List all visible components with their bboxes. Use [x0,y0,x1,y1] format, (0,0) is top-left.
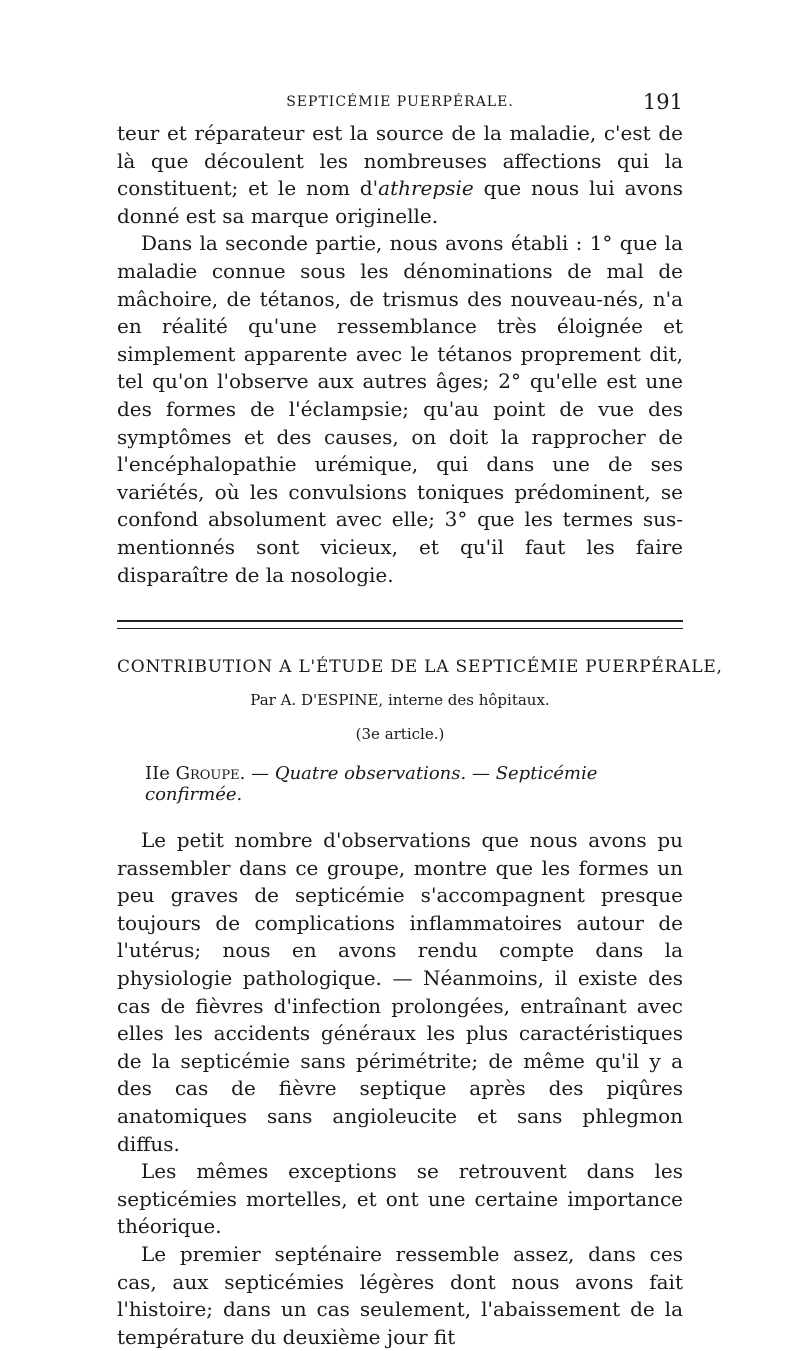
article-number: (3e article.) [355,725,445,744]
book-page [117,90,723,1351]
intro-text-after: que nous lui avons donné est sa marque originelle. [117,176,683,228]
intro-text-before: teur et réparateur est la source de la maladie, c'est de là que découlent les nombreuses affections qui la constituent; et le nom d' [117,121,683,201]
running-head [117,90,683,116]
group-heading [117,763,683,805]
group-dash-2: — [466,763,496,785]
running-title: SEPTICÉMIE PUERPÉRALE. [286,94,514,110]
group-dash-1: — [245,763,275,785]
intro-paragraph [117,120,683,230]
body-paragraph-2: Les mêmes exceptions se retrouvent dans les septicémies mortelles, et ont une certaine importance théorique. [117,1159,683,1239]
article-author: Par A. D'ESPINE, interne des hôpitaux. [250,691,550,710]
group-subtitle: Quatre observations. [274,763,467,785]
body-paragraph-3: Le premier septénaire ressemble assez, dans ces cas, aux septicémies légères dont nous avons fait l'histoire; dans un cas seulement, l'abaissement de la température du deuxième jour fit [117,1242,683,1349]
page-number: 191 [642,90,683,114]
article-title: CONTRIBUTION A L'ÉTUDE DE LA SEPTICÉMIE PUERPÉRALE, [117,657,723,678]
body-paragraph-1: Le petit nombre d'observations que nous avons pu rassembler dans ce groupe, montre que les formes un peu graves de septicémie s'accompagnent presque toujours de complications inflammatoires autour de l'utérus; nous en avons rendu compte dans la physiologie pathologique. — Néanmoins, il existe des cas de fièvres d'infection prolongées, entraînant avec elles les accidents généraux les plus caractéristiques de la septicémie sans périmétrite; de même qu'il y a des cas de fièvre septique après des piqûres anatomiques sans angioleucite et sans phlegmon diffus. [117,828,683,1156]
section-rule [117,620,683,629]
group-status: Septicémie confirmée. [145,763,598,806]
athrepsie-term: athrepsie [378,176,474,201]
second-paragraph: Dans la seconde partie, nous avons établi : 1° que la maladie connue sous les dénominations de mal de mâchoire, de tétanos, de trismus des nouveau-nés, n'a en réalité qu'une ressemblance très éloignée et simplement apparente avec le tétanos proprement dit, tel qu'on l'observe aux autres âges; 2° qu'elle est une des formes de l'éclampsie; qu'au point de vue des symptômes et des causes, on doit la rapprocher de l'encéphalopathie urémique, qui dans une de ses variétés, où les convulsions toniques prédominent, se confond absolument avec elle; 3° que les termes sus-mentionnés sont vicieux, et qu'il faut les faire disparaître de la nosologie. [117,231,683,587]
group-label: Groupe. [175,763,246,785]
group-numeral: IIe [145,763,170,785]
